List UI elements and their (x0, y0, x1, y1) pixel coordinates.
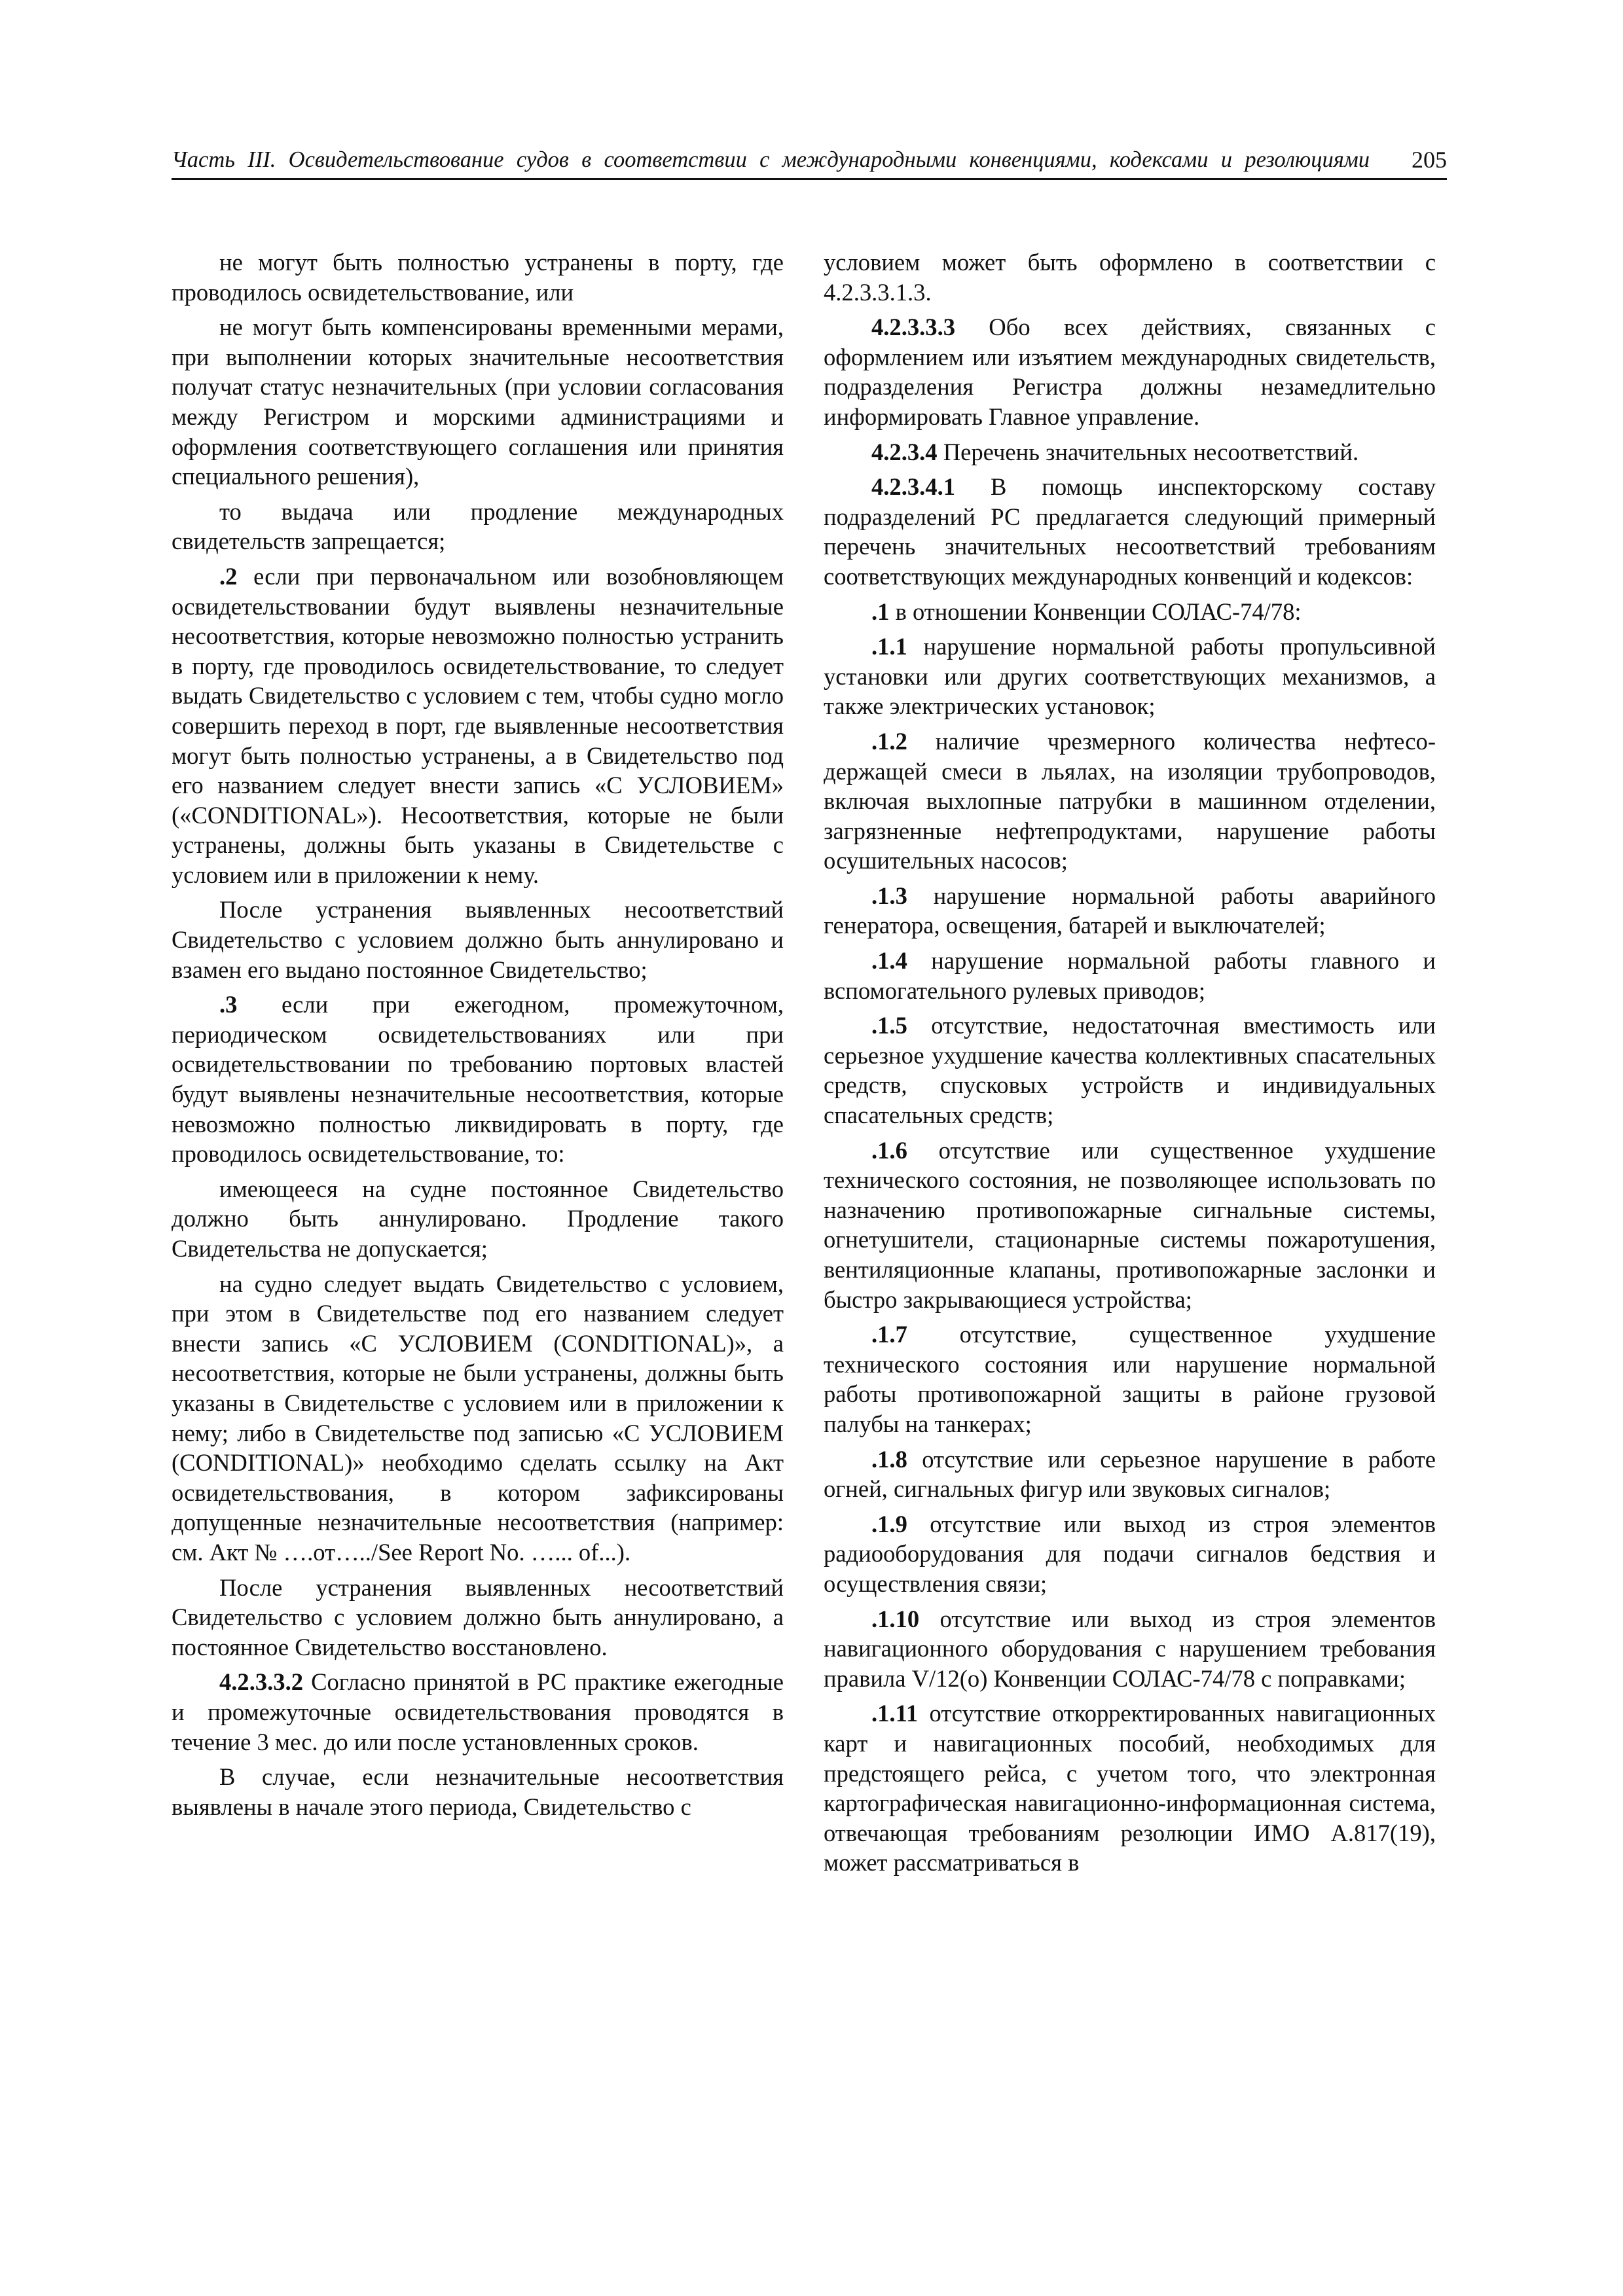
paragraph (824, 247, 1436, 307)
paragraph (824, 1444, 1436, 1504)
clause-number: .1.2 (871, 727, 907, 755)
paragraph-text: Обо всех действиях, связанных с оформлением или изъятием международных свидетельств, подразделения Регистра должны незамедлительно информировать Главное управление. (824, 314, 1436, 430)
paragraph (824, 1509, 1436, 1599)
paragraph-text: не могут быть компенсированы временными мерами, при выполнении которых значительные несоответствия получат статус незначительных (при условии согласования между Регистром и морскими администрациями и оформления соответствующего соглашения или принятия специального решения), (172, 314, 784, 490)
page-number: 205 (1412, 147, 1447, 173)
paragraph (172, 562, 784, 890)
paragraph (172, 247, 784, 307)
running-header (172, 139, 1447, 181)
paragraph (824, 312, 1436, 431)
paragraph (824, 881, 1436, 941)
paragraph (824, 1698, 1436, 1878)
paragraph (824, 1604, 1436, 1694)
left-column (172, 247, 784, 2211)
clause-number: .1.5 (871, 1012, 907, 1039)
clause-number: 4.2.3.4 (871, 438, 938, 465)
clause-number: .1.10 (871, 1605, 920, 1632)
paragraph-text: на судно следует выдать Свидетельство с условием, при этом в Свидетельстве под его названием следует внести запись «С УСЛОВИЕМ (CONDITIONAL)», а несоответствия, которые не были устранены, должны быть указаны в Свидетельстве с условием или в приложении к нему; либо в Свидетельстве под записью «С УСЛОВИЕМ (CONDITIONAL)» необходимо сделать ссылку на Акт освидетельствования, в котором зафиксированы допущенные незначительные несоответствия (например: см. Акт № ….от…../See Report No. …... of...). (172, 1270, 784, 1566)
paragraph (824, 632, 1436, 721)
header-rule (172, 178, 1447, 180)
paragraph-text: отсутствие или существенное ухудшение технического состояния, не позволяющее использовать по назначению противопожарные сигнальные системы, огнетушители, стационарные системы пожаротушения, вентиляционные клапаны, противопожарные заслонки и быстро закрывающиеся устройства; (824, 1136, 1436, 1313)
paragraph-text: отсутствие откорректированных навигационных карт и навигационных пособий, необходимых для предстоящего рейса, с учетом того, что электронная картографическая навигационно-информационная система, отвечающая требованиям резолюции ИМО А.817(19), может рассматриваться в (824, 1700, 1436, 1876)
clause-number: .1 (871, 598, 890, 625)
right-column (824, 247, 1436, 2211)
paragraph-text: отсутствие или серьезное нарушение в работе огней, сигнальных фигур или звуковых сигналов; (824, 1445, 1436, 1503)
clause-number: .1.8 (871, 1445, 907, 1473)
paragraph-text: После устранения выявленных несоответствий Свидетельство с условием должно быть аннулировано и взамен его выдано постоянное Свидетельство; (172, 896, 784, 983)
clause-number: 4.2.3.3.2 (219, 1668, 304, 1696)
clause-number: 4.2.3.3.3 (871, 314, 956, 341)
paragraph (172, 990, 784, 1169)
paragraph-text: нарушение нормальной работы пропульсивной установки или других соответствующих механизмов, а также электрических установок; (824, 633, 1436, 720)
clause-number: .1.1 (871, 633, 907, 660)
clause-number: .1.7 (871, 1321, 907, 1348)
paragraph (172, 1174, 784, 1264)
paragraph (824, 946, 1436, 1005)
paragraph (172, 497, 784, 556)
paragraph (172, 895, 784, 984)
paragraph-text: Согласно принятой в РС практике ежегодные и промежуточные освидетельствования проводятся в течение 3 мес. до или после установленных сроков. (172, 1668, 784, 1755)
paragraph-text: отсутствие, существенное ухудшение технического состояния или нарушение нормальной работы противопожарной защиты в районе грузовой палубы на танкерах; (824, 1321, 1436, 1437)
paragraph-text: отсутствие, недостаточная вместимость или серьезное ухудшение качества коллективных спасательных средств, спусковых устройств и индивидуальных спасательных средств; (824, 1012, 1436, 1129)
paragraph (172, 1269, 784, 1568)
paragraph-text: имеющееся на судне постоянное Свидетельство должно быть аннулировано. Продление такого Свидетельства не допускается; (172, 1175, 784, 1262)
paragraph (824, 1011, 1436, 1130)
paragraph (172, 1667, 784, 1757)
paragraph-text: в отношении Конвенции СОЛАС-74/78: (889, 598, 1302, 625)
paragraph-text: отсутствие или выход из строя элементов навигационного оборудования с нарушением требования правила V/12(o) Конвенции СОЛАС-74/78 с поправками; (824, 1605, 1436, 1692)
paragraph-text: если при первоначальном или возобновляющем освидетельствовании будут выявлены незначительные несоответствия, которые невозможно полностью устранить в порту, где проводилось освидетельствование, то следует выдать Свидетельство с условием с тем, чтобы судно могло совершить переход в порт, где выявленные несоответствия могут быть полностью устранены, а в Свидетельство под его названием следует внести запись «С УСЛОВИЕМ» («CONDITIONAL»). Несоответствия, которые не были устранены, должны быть указаны в Свидетельстве с условием или в приложении к нему. (172, 562, 784, 888)
paragraph-text: нарушение нормальной работы аварийного генератора, освещения, батарей и выключателей; (824, 882, 1436, 939)
paragraph (824, 597, 1436, 627)
paragraph (824, 1319, 1436, 1439)
clause-number: .1.6 (871, 1136, 907, 1164)
paragraph (824, 726, 1436, 876)
paragraph (172, 312, 784, 492)
clause-number: 4.2.3.4.1 (871, 473, 956, 501)
paragraph (172, 1573, 784, 1662)
paragraph-text: Перечень значительных несоответствий. (937, 438, 1359, 465)
paragraph (172, 1762, 784, 1821)
paragraph-text: После устранения выявленных несоответствий Свидетельство с условием должно быть аннулировано, а постоянное Свидетельство восстановлено. (172, 1573, 784, 1660)
paragraph-text: В случае, если незначительные несоответствия выявлены в начале этого периода, Свидетельство с (172, 1763, 784, 1820)
clause-number: .1.9 (871, 1510, 907, 1537)
clause-number: .1.4 (871, 947, 907, 975)
paragraph-text: нарушение нормальной работы главного и вспомогательного рулевых приводов; (824, 947, 1436, 1004)
paragraph (824, 1136, 1436, 1315)
paragraph-text: не могут быть полностью устранены в порту, где проводилось освидетельствование, или (172, 249, 784, 306)
paragraph (824, 472, 1436, 591)
header-title: Часть III. Освидетельствование судов в соответствии с международными конвенциями, кодексами и резолюциями (172, 147, 1370, 172)
paragraph (824, 437, 1436, 467)
paragraph-text: если при ежегодном, промежуточном, периодическом освидетельствованиях или при освидетельствовании по требованию портовых властей будут выявлены незначительные несоответствия, которые невозможно полностью ликвидировать в порту, где проводилось освидетельствование, то: (172, 991, 784, 1168)
paragraph-text: условием может быть оформлено в соответствии с 4.2.3.3.1.3. (824, 249, 1436, 306)
paragraph-text: отсутствие или выход из строя элементов радиооборудования для подачи сигналов бедствия и осуществления связи; (824, 1510, 1436, 1597)
clause-number: .2 (219, 562, 238, 590)
clause-number: .1.11 (871, 1700, 919, 1727)
paragraph-text: В помощь инспекторскому составу подразделений РС предлагается следующий примерный перечень значительных несоответствий требованиям соответствующих международных конвенций и кодексов: (824, 473, 1436, 590)
paragraph-text: то выдача или продление международных свидетельств запрещается; (172, 497, 784, 555)
paragraph-text: наличие чрезмерного количества нефтесодержащей смеси в льялах, на изоляции трубопроводов, включая выхлопные патрубки в машинном отделении, загрязненные нефтепродуктами, нарушение работы осушительных насосов; (824, 727, 1436, 874)
clause-number: .1.3 (871, 882, 907, 909)
clause-number: .3 (219, 991, 238, 1018)
